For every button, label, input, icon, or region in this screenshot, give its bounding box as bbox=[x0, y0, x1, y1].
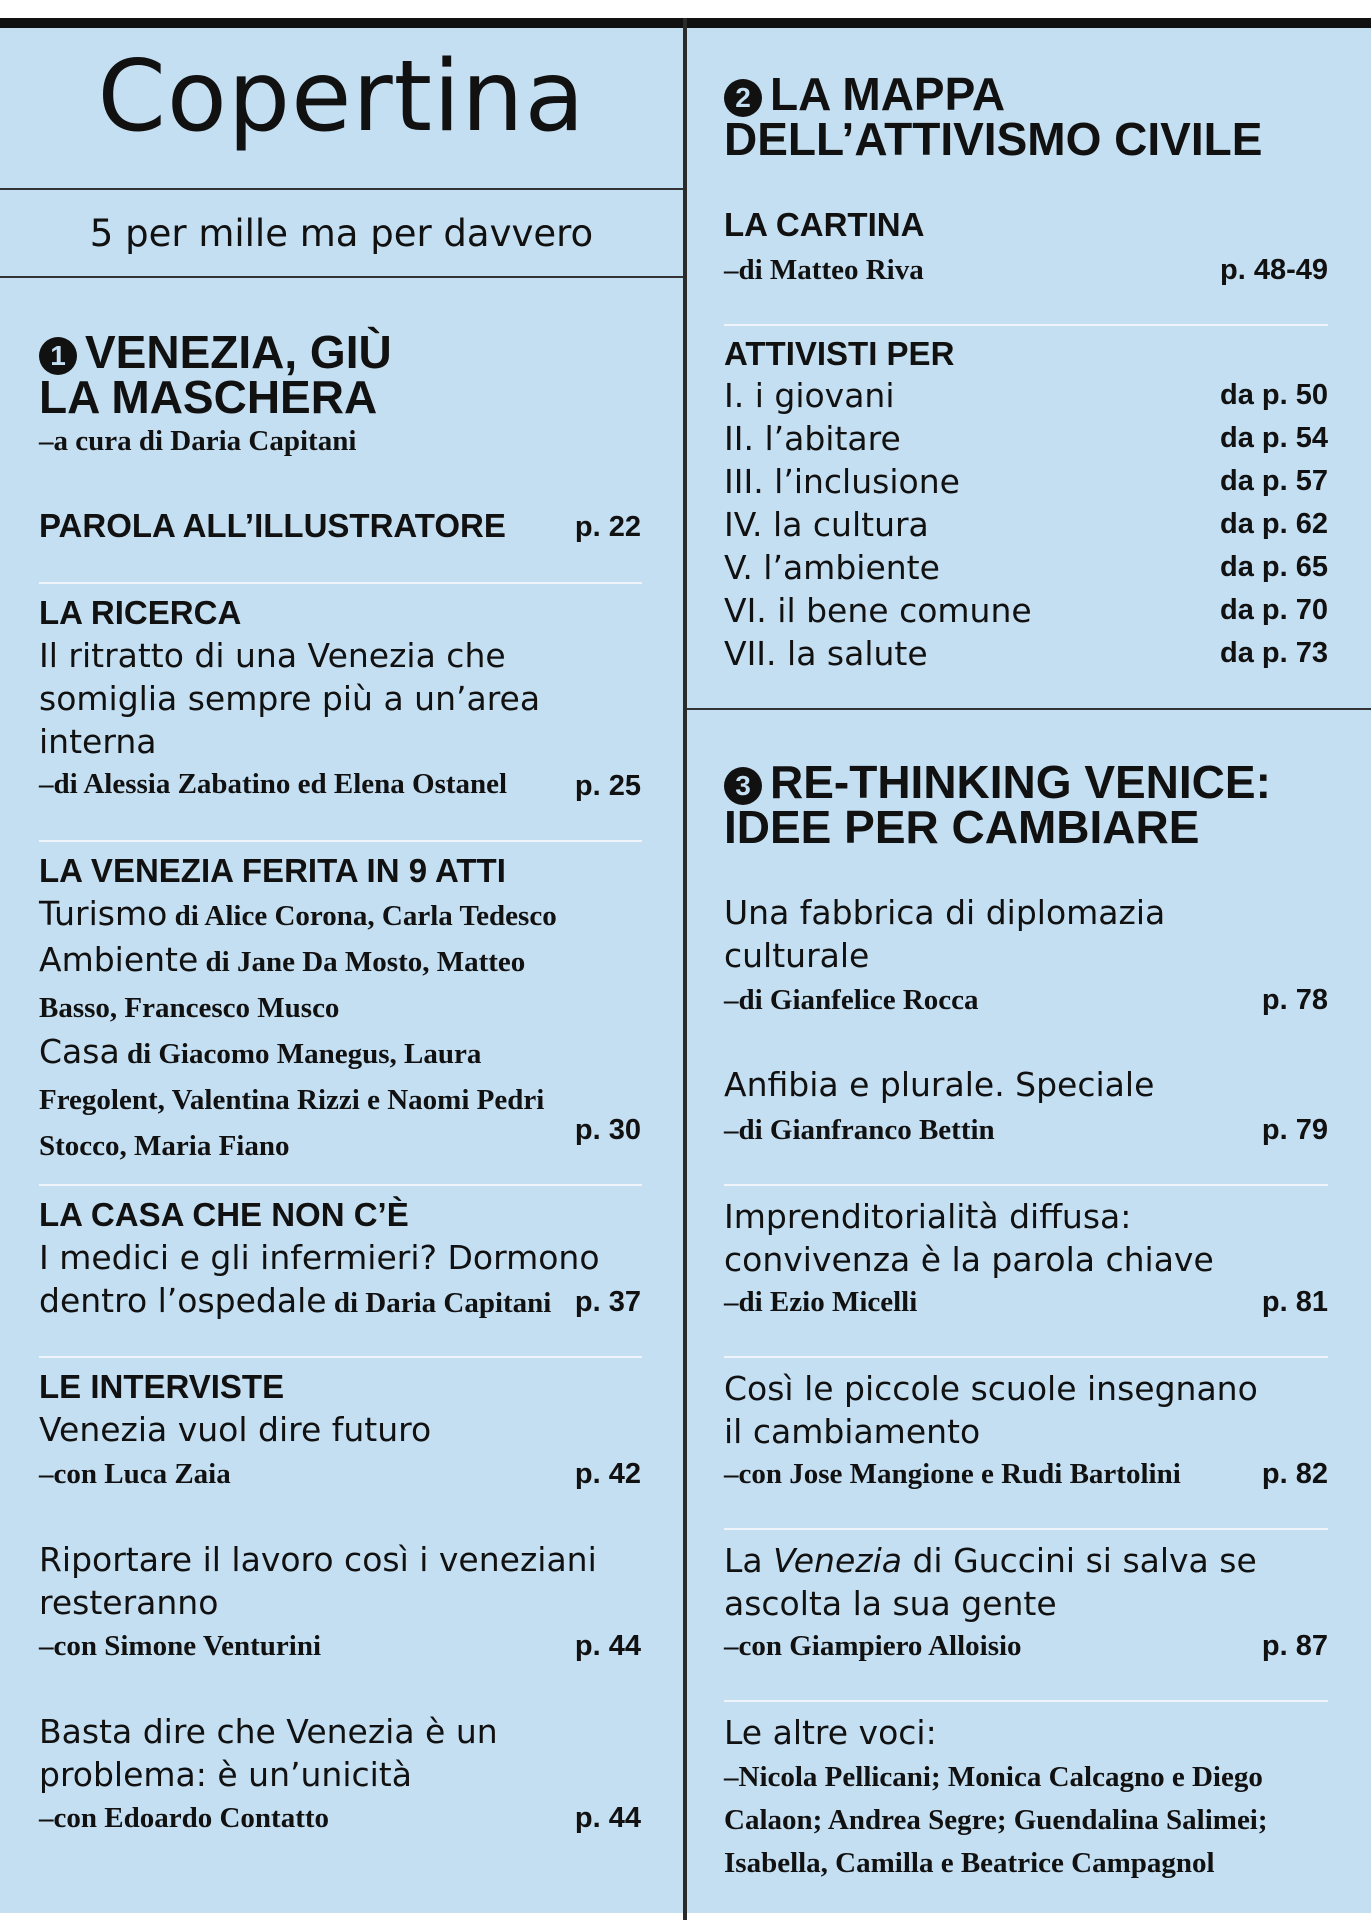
separator bbox=[724, 324, 1328, 326]
header-rule bbox=[0, 188, 683, 190]
article-title bbox=[724, 1367, 1258, 1453]
section-3-heading bbox=[724, 756, 1271, 853]
page-ref: p. 42 bbox=[574, 1458, 641, 1490]
article-byline: –di Gianfranco Bettin bbox=[724, 1114, 995, 1146]
interviste-kicker: LE INTERVISTE bbox=[39, 1368, 285, 1405]
page-ref: p. 48-49 bbox=[1220, 254, 1328, 286]
topic: Ambiente bbox=[39, 940, 199, 979]
page-ref: p. 44 bbox=[574, 1630, 641, 1662]
ferita-credits bbox=[39, 892, 557, 1168]
authors: di Jane Da Mosto, Matteo bbox=[198, 946, 526, 978]
authors: di Giacomo Manegus, Laura bbox=[119, 1038, 482, 1070]
list-label: V. l’ambiente bbox=[724, 548, 940, 587]
column-divider bbox=[683, 18, 687, 1920]
article-byline: –con Simone Venturini bbox=[39, 1630, 321, 1662]
section-rule bbox=[687, 708, 1371, 710]
article-title bbox=[39, 634, 540, 763]
page-ref: p. 37 bbox=[574, 1286, 641, 1318]
section-title-line: VENEZIA, GIÙ bbox=[85, 326, 392, 378]
title-line: Basta dire che Venezia è un bbox=[39, 1712, 498, 1751]
article-byline: –con Luca Zaia bbox=[39, 1458, 231, 1490]
page-ref: p. 78 bbox=[1261, 984, 1328, 1016]
list-item bbox=[724, 374, 1328, 417]
separator bbox=[724, 1356, 1328, 1358]
title-line: Il ritratto di una Venezia che bbox=[39, 636, 506, 675]
title-text: di Guccini si salva se bbox=[901, 1541, 1257, 1580]
list-item bbox=[724, 546, 1328, 589]
casa-kicker: LA CASA CHE NON C’È bbox=[39, 1196, 409, 1233]
title-line: somiglia sempre più a un’area bbox=[39, 679, 541, 718]
page-ref: da p. 54 bbox=[1220, 422, 1328, 454]
illustratore-kicker: PAROLA ALL’ILLUSTRATORE bbox=[39, 507, 506, 544]
title-line: interna bbox=[39, 722, 157, 761]
title-line: ascolta la sua gente bbox=[724, 1584, 1057, 1623]
title-line: I medici e gli infermieri? Dormono bbox=[39, 1238, 600, 1277]
separator bbox=[724, 1528, 1328, 1530]
page-ref: p. 81 bbox=[1261, 1286, 1328, 1318]
article-byline: –di Alessia Zabatino ed Elena Ostanel bbox=[39, 768, 508, 800]
list-label: I. i giovani bbox=[724, 376, 895, 415]
list-line: Isabella, Camilla e Beatrice Campagnol bbox=[724, 1847, 1215, 1879]
page-ref: da p. 70 bbox=[1220, 594, 1328, 626]
title-line: dentro l’ospedale bbox=[39, 1281, 327, 1320]
list-label: VI. il bene comune bbox=[724, 591, 1032, 630]
article-byline: –di Matteo Riva bbox=[724, 254, 924, 286]
authors: Fregolent, Valentina Rizzi e Naomi Pedri bbox=[39, 1084, 545, 1116]
separator bbox=[39, 582, 642, 584]
topic: Casa bbox=[39, 1032, 120, 1071]
page-ref: p. 82 bbox=[1261, 1458, 1328, 1490]
section-title-line: LA MASCHERA bbox=[39, 371, 378, 423]
authors: Basso, Francesco Musco bbox=[39, 992, 340, 1024]
separator bbox=[39, 1356, 642, 1358]
cartina-kicker: LA CARTINA bbox=[724, 206, 925, 243]
topic: Turismo bbox=[39, 894, 168, 933]
section-number-badge: 1 bbox=[39, 337, 77, 375]
list-label: III. l’inclusione bbox=[724, 462, 960, 501]
list-item bbox=[724, 632, 1328, 675]
page-subtitle: 5 per mille ma per davvero bbox=[89, 212, 594, 255]
authors: Stocco, Maria Fiano bbox=[39, 1130, 290, 1162]
article-title: Venezia vuol dire futuro bbox=[39, 1410, 432, 1449]
title-italic: Venezia bbox=[773, 1541, 902, 1580]
list-label: II. l’abitare bbox=[724, 419, 901, 458]
list-label: VII. la salute bbox=[724, 634, 928, 673]
title-line: Riportare il lavoro così i veneziani bbox=[39, 1540, 597, 1579]
article-title bbox=[39, 1538, 597, 1624]
page-ref: da p. 65 bbox=[1220, 551, 1328, 583]
ferita-kicker: LA VENEZIA FERITA IN 9 ATTI bbox=[39, 852, 506, 889]
section-number-badge: 3 bbox=[724, 767, 762, 805]
altre-voci-label: Le altre voci: bbox=[724, 1713, 937, 1752]
article-byline: –con Jose Mangione e Rudi Bartolini bbox=[724, 1458, 1181, 1490]
title-line: culturale bbox=[724, 936, 870, 975]
ricerca-kicker: LA RICERCA bbox=[39, 594, 242, 631]
title-line: il cambiamento bbox=[724, 1412, 981, 1451]
attivisti-kicker: ATTIVISTI PER bbox=[724, 335, 955, 372]
title-line: Imprenditorialità diffusa: bbox=[724, 1197, 1132, 1236]
article-title bbox=[724, 891, 1165, 977]
article-title bbox=[39, 1710, 498, 1796]
page-ref: p. 79 bbox=[1261, 1114, 1328, 1146]
list-item bbox=[724, 589, 1328, 632]
separator bbox=[724, 1700, 1328, 1702]
article-byline: –di Gianfelice Rocca bbox=[724, 984, 979, 1016]
separator bbox=[39, 840, 642, 842]
title-line: Così le piccole scuole insegnano bbox=[724, 1369, 1258, 1408]
subtitle-rule bbox=[0, 276, 683, 278]
article-byline: –con Edoardo Contatto bbox=[39, 1802, 330, 1834]
page-ref: da p. 73 bbox=[1220, 637, 1328, 669]
authors: di Alice Corona, Carla Tedesco bbox=[167, 900, 557, 932]
list-label: IV. la cultura bbox=[724, 505, 929, 544]
list-line: –Nicola Pellicani; Monica Calcagno e Diego bbox=[724, 1761, 1263, 1793]
page-ref: p. 87 bbox=[1261, 1630, 1328, 1662]
article-title: Anfibia e plurale. Speciale bbox=[724, 1065, 1155, 1104]
article-title bbox=[39, 1236, 600, 1325]
section-title-line: RE-THINKING VENICE: bbox=[770, 756, 1271, 808]
title-line: resteranno bbox=[39, 1583, 219, 1622]
section-curator: –a cura di Daria Capitani bbox=[39, 425, 357, 457]
title-line: problema: è un’unicità bbox=[39, 1755, 412, 1794]
section-title-line: DELL’ATTIVISMO CIVILE bbox=[724, 113, 1263, 165]
page-ref: p. 44 bbox=[574, 1802, 641, 1834]
article-title bbox=[724, 1195, 1214, 1281]
separator bbox=[724, 1184, 1328, 1186]
page-ref: da p. 50 bbox=[1220, 379, 1328, 411]
altre-voci-list bbox=[724, 1756, 1268, 1885]
page-title: Copertina bbox=[97, 40, 586, 154]
title-text: La bbox=[724, 1541, 774, 1580]
list-item bbox=[724, 503, 1328, 546]
list-line: Calaon; Andrea Segre; Guendalina Salimei; bbox=[724, 1804, 1268, 1836]
section-1-heading bbox=[39, 326, 392, 423]
separator bbox=[39, 1184, 642, 1186]
article-byline: –di Ezio Micelli bbox=[724, 1286, 918, 1318]
section-2-heading bbox=[724, 68, 1263, 165]
title-line: Una fabbrica di diplomazia bbox=[724, 893, 1166, 932]
list-item bbox=[724, 460, 1328, 503]
article-title bbox=[724, 1539, 1257, 1625]
list-item bbox=[724, 417, 1328, 460]
section-number-badge: 2 bbox=[724, 79, 762, 117]
page-ref: p. 25 bbox=[574, 770, 641, 802]
section-title-line: LA MAPPA bbox=[770, 68, 1006, 120]
article-byline: di Daria Capitani bbox=[326, 1287, 552, 1319]
page-ref: p. 30 bbox=[574, 1114, 641, 1146]
page-ref: da p. 57 bbox=[1220, 465, 1328, 497]
page-ref: p. 22 bbox=[574, 511, 641, 543]
section-title-line: IDEE PER CAMBIARE bbox=[724, 801, 1200, 853]
article-byline: –con Giampiero Alloisio bbox=[724, 1630, 1022, 1662]
title-line: convivenza è la parola chiave bbox=[724, 1240, 1214, 1279]
page-ref: da p. 62 bbox=[1220, 508, 1328, 540]
